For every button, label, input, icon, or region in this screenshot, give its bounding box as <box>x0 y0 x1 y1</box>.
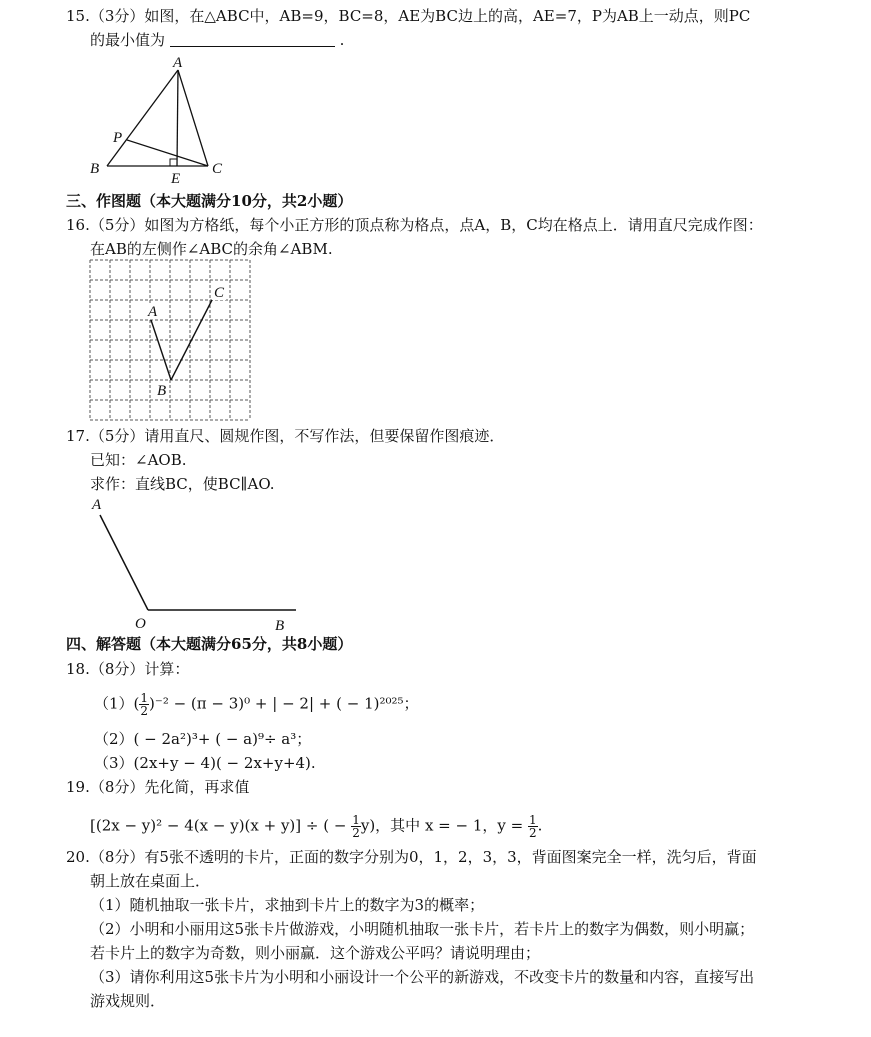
q19-line1: 19.（8分）先化简，再求值 <box>66 778 250 796</box>
label-b: B <box>90 161 100 177</box>
q20-part2a: （2）小明和小丽用这5张卡片做游戏，小明随机抽取一张卡片，若卡片上的数字为偶数，则小明赢； <box>90 920 755 938</box>
label-b-angle: B <box>275 618 285 634</box>
q15-line1: 15.（3分）如图，在△ABC中，AB=9，BC=8，AE为BC边上的高，AE=7，P为AB上一动点，则PC <box>66 7 751 25</box>
frac-num: 1 <box>529 813 537 827</box>
q19-expr-b: y)，其中 x = − 1，y = <box>360 816 524 835</box>
label-e: E <box>171 171 181 187</box>
frac-num: 1 <box>140 691 149 705</box>
label-a: A <box>173 55 183 71</box>
q17-line1: 17.（5分）请用直尺、圆规作图，不写作法，但要保留作图痕迹． <box>66 427 505 445</box>
label-a-angle: A <box>92 497 102 513</box>
q19-expression <box>90 814 542 839</box>
frac-den: 2 <box>140 704 149 718</box>
section3-title: 三、作图题（本大题满分10分，共2小题） <box>66 192 353 210</box>
q20-line1: 20.（8分）有5张不透明的卡片，正面的数字分别为0，1，2，3，3，背面图案完全一样，洗匀后，背面 <box>66 848 757 866</box>
q20-part3b: 游戏规则． <box>90 992 166 1010</box>
frac-den: 2 <box>529 826 537 840</box>
frac-num: 1 <box>352 813 360 827</box>
label-o-angle: O <box>135 616 146 632</box>
q19-expr-a: [(2x − y)² − 4(x − y)(x + y)] ÷ ( − <box>90 816 347 835</box>
q20-part2b: 若卡片上的数字为奇数，则小丽赢．这个游戏公平吗？请说明理由； <box>90 944 541 962</box>
q18-part1 <box>94 692 419 717</box>
label-c: C <box>212 161 223 177</box>
q20-line2: 朝上放在桌面上． <box>90 872 211 890</box>
q16-line2: 在AB的左侧作∠ABC的余角∠ABM. <box>90 240 333 258</box>
q18-part2: （2）( − 2a²)³+ ( − a)⁹÷ a³； <box>94 730 312 748</box>
q18-part3: （3）(2x+y − 4)( − 2x+y+4). <box>94 754 316 772</box>
fraction-one-half <box>139 692 149 717</box>
section4-title: 四、解答题（本大题满分65分，共8小题） <box>66 635 353 653</box>
q18-p1-rest: )⁻² − (π − 3)⁰ + | − 2| + ( − 1)²⁰²⁵； <box>149 694 419 713</box>
q17-line3: 求作：直线BC，使BC∥AO. <box>90 475 275 493</box>
fraction-y-value <box>528 814 538 839</box>
q19-expr-end: . <box>537 816 543 835</box>
q18-line1: 18.（8分）计算： <box>66 660 190 678</box>
ray-oa <box>100 515 148 610</box>
q15-line2-end: . <box>339 31 345 49</box>
q20-part3a: （3）请你利用这5张卡片为小明和小丽设计一个公平的新游戏，不改变卡片的数量和内容，直接写出 <box>90 968 755 986</box>
label-c-grid: C <box>214 285 225 301</box>
q15-line2-text: 的最小值为 <box>90 31 166 49</box>
label-p: P <box>113 130 123 146</box>
label-a-grid: A <box>148 304 158 320</box>
frac-den: 2 <box>352 826 360 840</box>
q16-line1: 16.（5分）如图为方格纸，每个小正方形的顶点称为格点，点A，B，C均在格点上．请用直尺完成作图： <box>66 216 763 234</box>
q20-part1: （1）随机抽取一张卡片，求抽到卡片上的数字为3的概率； <box>90 896 485 914</box>
label-b-grid: B <box>157 383 167 399</box>
q17-line2: 已知：∠AOB. <box>90 451 187 469</box>
q18-p1-prefix: （1）( <box>94 694 140 713</box>
fraction-minus-half <box>351 814 361 839</box>
